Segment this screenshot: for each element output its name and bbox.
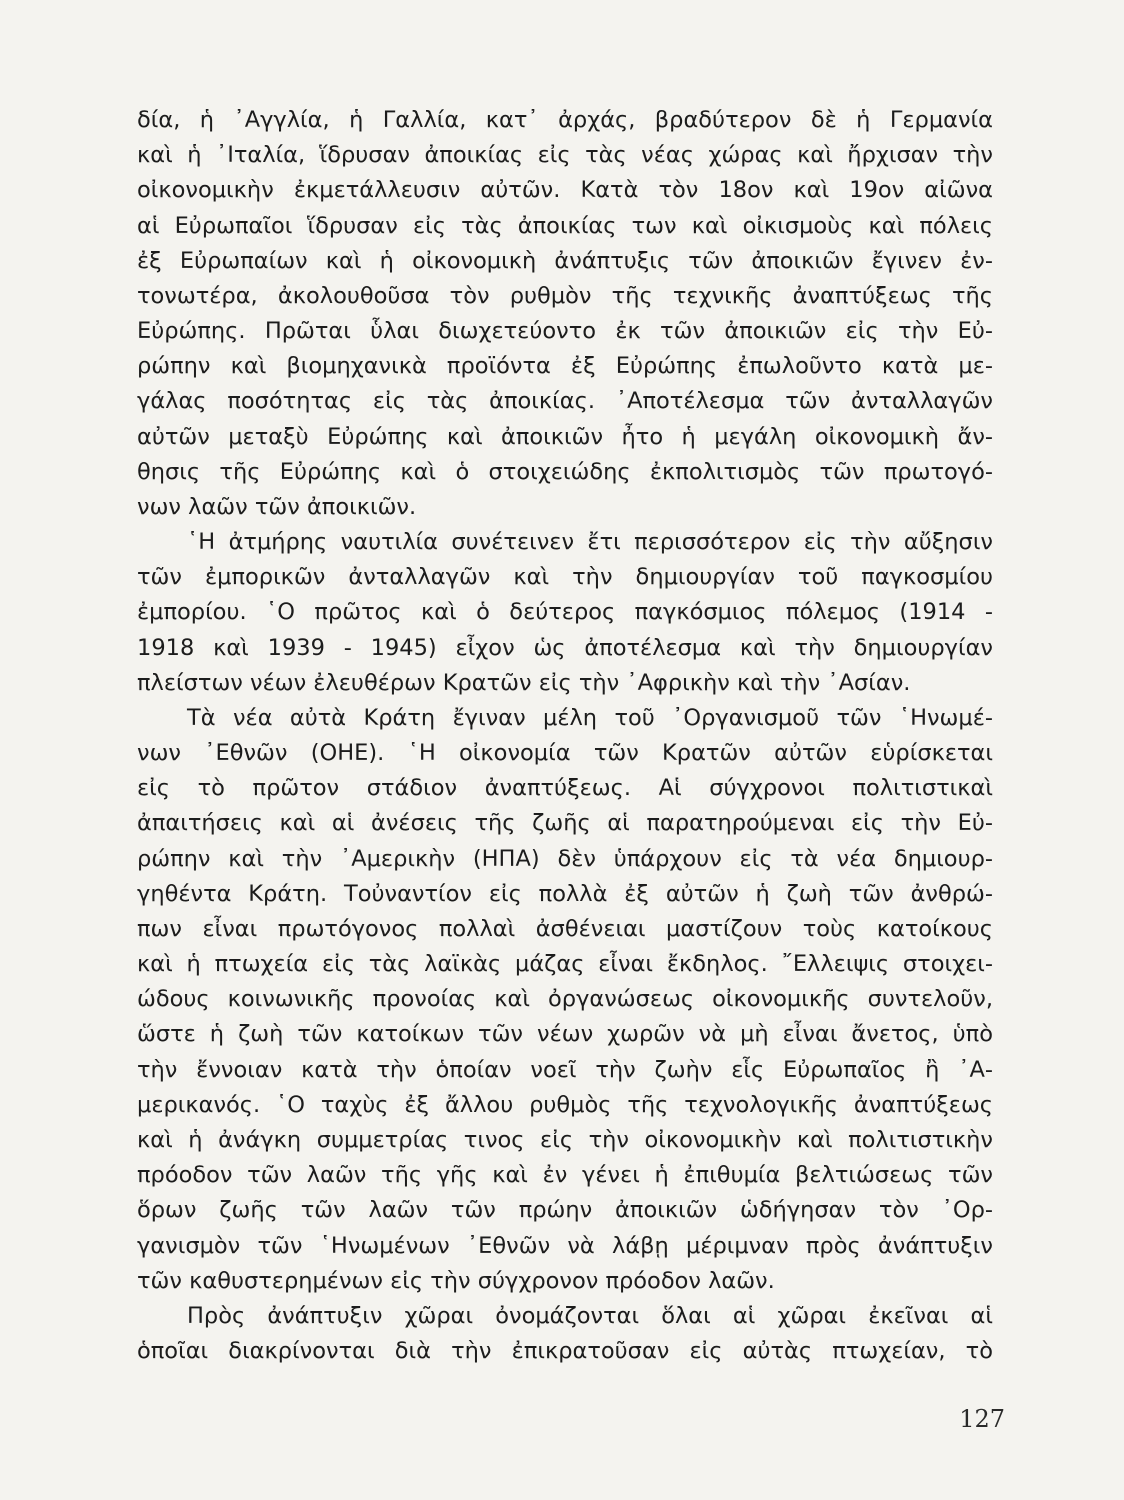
text-line: ῾Η ἀτμήρης ναυτιλία συνέτεινεν ἔτι περισσότερον εἰς τὴν αὔξησιν [187,529,993,556]
text-line: νων ᾿Εθνῶν (ΟΗΕ). ῾Η οἰκονομία τῶν Κρατῶν αὐτῶν εὑρίσκεται [137,740,993,767]
text-line: γανισμὸν τῶν ῾Ηνωμένων ᾿Εθνῶν νὰ λάβῃ μέριμναν πρὸς ἀνάπτυξιν [137,1232,993,1259]
text-line: ὅρων ζωῆς τῶν λαῶν τῶν πρώην ἀποικιῶν ὡδήγησαν τὸν ᾿Ορ- [137,1197,993,1224]
paragraph [137,701,993,1299]
text-line: τονωτέρα, ἀκολουθοῦσα τὸν ρυθμὸν τῆς τεχνικῆς ἀναπτύξεως τῆς [137,282,993,309]
text-line: ἀπαιτήσεις καὶ αἱ ἀνέσεις τῆς ζωῆς αἱ παρατηρούμεναι εἰς τὴν Εὐ- [137,810,993,837]
paragraph [137,1299,993,1369]
text-line: Πρὸς ἀνάπτυξιν χῶραι ὀνομάζονται ὅλαι αἱ χῶραι ἐκεῖναι αἱ [187,1302,993,1329]
text-line: 1918 καὶ 1939 - 1945) εἶχον ὡς ἀποτέλεσμα καὶ τὴν δημιουργίαν [137,634,993,661]
text-line: Εὐρώπης. Πρῶται ὗλαι διωχετεύοντο ἐκ τῶν ἀποικιῶν εἰς τὴν Εὐ- [137,318,993,345]
body-text [137,103,993,1369]
page-number: 127 [959,1405,1005,1433]
text-line: θησις τῆς Εὐρώπης καὶ ὁ στοιχειώδης ἐκπολιτισμὸς τῶν πρωτογό- [137,458,993,485]
text-line: καὶ ἡ ᾿Ιταλία, ἵδρυσαν ἀποικίας εἰς τὰς νέας χώρας καὶ ἤρχισαν τὴν [137,142,993,169]
text-line: νων λαῶν τῶν ἀποικιῶν. [137,493,417,520]
text-line: ἐμπορίου. ῾Ο πρῶτος καὶ ὁ δεύτερος παγκόσμιος πόλεμος (1914 - [137,599,993,626]
text-line: οἰκονομικὴν ἐκμετάλλευσιν αὐτῶν. Κατὰ τὸν 18ον καὶ 19ον αἰῶνα [137,177,993,204]
paragraph [137,103,993,525]
text-line: μερικανός. ῾Ο ταχὺς ἐξ ἄλλου ρυθμὸς τῆς τεχνολογικῆς ἀναπτύξεως [137,1091,993,1118]
text-line: πων εἶναι πρωτόγονος πολλαὶ ἀσθένειαι μαστίζουν τοὺς κατοίκους [137,915,993,942]
text-line: εἰς τὸ πρῶτον στάδιον ἀναπτύξεως. Αἱ σύγχρονοι πολιτιστικαὶ [137,775,993,802]
text-line: δία, ἡ ᾿Αγγλία, ἡ Γαλλία, κατ᾿ ἀρχάς, βραδύτερον δὲ ἡ Γερμανία [137,107,993,133]
text-line: γηθέντα Κράτη. Τοὐναντίον εἰς πολλὰ ἐξ αὐτῶν ἡ ζωὴ τῶν ἀνθρώ- [137,880,993,907]
text-line: ώδους κοινωνικῆς προνοίας καὶ ὀργανώσεως οἰκονομικῆς συντελοῦν, [137,986,993,1013]
text-line: ὥστε ἡ ζωὴ τῶν κατοίκων τῶν νέων χωρῶν νὰ μὴ εἶναι ἄνετος, ὑπὸ [137,1021,993,1048]
text-line: καὶ ἡ πτωχεία εἰς τὰς λαϊκὰς μάζας εἶναι ἔκδηλος. ῎Ελλειψις στοιχει- [137,951,993,978]
text-line: ρώπην καὶ βιομηχανικὰ προϊόντα ἐξ Εὐρώπης ἐπωλοῦντο κατὰ με- [137,353,993,380]
text-line: πρόοδον τῶν λαῶν τῆς γῆς καὶ ἐν γένει ἡ ἐπιθυμία βελτιώσεως τῶν [137,1162,993,1189]
text-line: αὐτῶν μεταξὺ Εὐρώπης καὶ ἀποικιῶν ἦτο ἡ μεγάλη οἰκονομικὴ ἄν- [137,423,993,450]
text-line: ἐξ Εὐρωπαίων καὶ ἡ οἰκονομικὴ ἀνάπτυξις τῶν ἀποικιῶν ἔγινεν ἐν- [137,247,993,274]
paragraph [137,525,993,701]
text-line: ὁποῖαι διακρίνονται διὰ τὴν ἐπικρατοῦσαν εἰς αὐτὰς πτωχείαν, τὸ [137,1338,993,1365]
text-line: τῶν ἐμπορικῶν ἀνταλλαγῶν καὶ τὴν δημιουργίαν τοῦ παγκοσμίου [137,564,993,591]
text-line: καὶ ἡ ἀνάγκη συμμετρίας τινος εἰς τὴν οἰκονομικὴν καὶ πολιτιστικὴν [137,1126,993,1153]
text-line: Τὰ νέα αὐτὰ Κράτη ἔγιναν μέλη τοῦ ᾿Οργανισμοῦ τῶν ῾Ηνωμέ- [187,704,993,731]
text-line: γάλας ποσότητας εἰς τὰς ἀποικίας. ᾿Αποτέλεσμα τῶν ἀνταλλαγῶν [137,388,993,415]
text-line: αἱ Εὐρωπαῖοι ἵδρυσαν εἰς τὰς ἀποικίας των καὶ οἰκισμοὺς καὶ πόλεις [137,212,993,239]
text-line: τῶν καθυστερημένων εἰς τὴν σύγχρονον πρόοδον λαῶν. [137,1267,775,1294]
text-line: τὴν ἔννοιαν κατὰ τὴν ὁποίαν νοεῖ τὴν ζωὴν εἷς Εὐρωπαῖος ἢ ᾿Α- [137,1056,993,1083]
text-line: ρώπην καὶ τὴν ᾿Αμερικὴν (ΗΠΑ) δὲν ὑπάρχουν εἰς τὰ νέα δημιουρ- [137,845,993,872]
text-line: πλείστων νέων ἐλευθέρων Κρατῶν εἰς τὴν ᾿Αφρικὴν καὶ τὴν ᾿Ασίαν. [137,669,911,696]
